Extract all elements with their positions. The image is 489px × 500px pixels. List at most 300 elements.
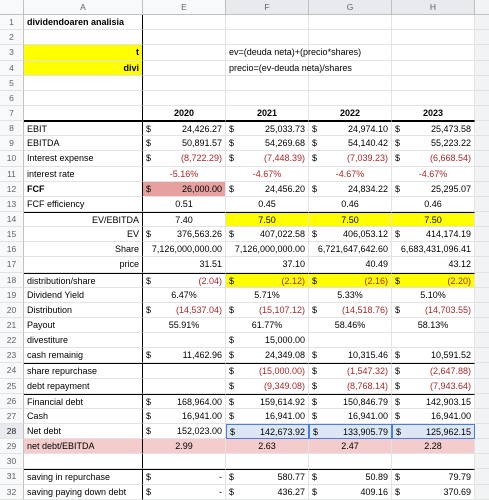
- dist-share-2023[interactable]: [392, 273, 475, 288]
- scrollbar-track[interactable]: [475, 288, 489, 303]
- scrollbar-track[interactable]: [475, 333, 489, 348]
- div-yield-2023[interactable]: [392, 288, 475, 303]
- divestiture-2021[interactable]: [226, 333, 309, 348]
- cell-value: -4.67%: [418, 168, 448, 179]
- row-header-22[interactable]: 22: [0, 333, 24, 348]
- label-cash[interactable]: Cash: [24, 409, 143, 424]
- row-header-7[interactable]: 7: [0, 106, 24, 121]
- interest-expense-2022[interactable]: [309, 151, 392, 166]
- cell-value: (14,537.04): [175, 304, 222, 315]
- share-2021[interactable]: [226, 242, 309, 257]
- currency-symbol: $: [146, 138, 152, 149]
- row-header-8[interactable]: 8: [0, 121, 24, 136]
- formula-note-r3[interactable]: ev=(deuda neta)+(precio*shares): [226, 45, 309, 60]
- distribution-2021[interactable]: [226, 303, 309, 318]
- scrollbar-track[interactable]: [475, 167, 489, 182]
- cell-value: 16,941.00: [347, 410, 388, 421]
- debt-rep-2021[interactable]: [226, 379, 309, 394]
- share-rep-2023[interactable]: [392, 363, 475, 378]
- cell-value: 0.45: [258, 198, 276, 209]
- scrollbar-track[interactable]: [475, 424, 489, 439]
- interest-expense-2021[interactable]: [226, 151, 309, 166]
- currency-symbol: $: [146, 396, 152, 407]
- cash-2022[interactable]: [309, 409, 392, 424]
- label-dist-share[interactable]: distribution/share: [24, 273, 143, 288]
- share-rep-2021[interactable]: [226, 363, 309, 378]
- row-5-cell[interactable]: [309, 76, 392, 91]
- row-2-cell[interactable]: [309, 30, 392, 45]
- row-30-cell[interactable]: [309, 454, 392, 469]
- cash-remain-2023[interactable]: [392, 348, 475, 363]
- currency-symbol: $: [312, 229, 318, 240]
- row-header-30[interactable]: 30: [0, 454, 24, 469]
- net-debt-2023[interactable]: [392, 424, 475, 439]
- row-2-cell[interactable]: [143, 30, 226, 45]
- fcf-eff-2022[interactable]: [309, 197, 392, 212]
- scrollbar-track[interactable]: [475, 394, 489, 409]
- row-header-17[interactable]: 17: [0, 257, 24, 272]
- fcf-eff-2023[interactable]: [392, 197, 475, 212]
- cell-value: -5.16%: [169, 168, 199, 179]
- payout-2020[interactable]: [143, 318, 226, 333]
- label-cash-remain[interactable]: cash remainig: [24, 348, 143, 363]
- divestiture-2020[interactable]: [143, 333, 226, 348]
- cell-value: 125,962.15: [425, 426, 471, 437]
- ev-ebitda-2022[interactable]: [309, 212, 392, 227]
- row-5-label[interactable]: [24, 76, 143, 91]
- fin-debt-2021[interactable]: [226, 394, 309, 409]
- interest-expense-2020[interactable]: [143, 151, 226, 166]
- save-rep-2020[interactable]: [143, 469, 226, 484]
- column-header-a[interactable]: A: [24, 0, 143, 15]
- cell-value: -4.67%: [252, 168, 282, 179]
- label-ev-ebitda[interactable]: EV/EBITDA: [24, 212, 143, 227]
- fcf-2023[interactable]: [392, 182, 475, 197]
- cell-value: 24,426.27: [181, 124, 222, 135]
- row-6-cell[interactable]: [309, 91, 392, 106]
- nd-ebitda-2021[interactable]: [226, 439, 309, 454]
- row-4-h[interactable]: [392, 61, 475, 76]
- scrollbar-track[interactable]: [475, 348, 489, 363]
- row-6-label[interactable]: [24, 91, 143, 106]
- dist-share-2020[interactable]: [143, 273, 226, 288]
- currency-symbol: $: [395, 138, 401, 149]
- row-2-cell[interactable]: [392, 30, 475, 45]
- fcf-eff-2020[interactable]: [143, 197, 226, 212]
- cell-value: 436.27: [277, 486, 305, 497]
- divestiture-2022[interactable]: [309, 333, 392, 348]
- label-divestiture[interactable]: divestiture: [24, 333, 143, 348]
- dist-share-2022[interactable]: [309, 273, 392, 288]
- row-header-14[interactable]: 14: [0, 212, 24, 227]
- row-header-2[interactable]: 2: [0, 30, 24, 45]
- column-header-h[interactable]: H: [392, 0, 475, 15]
- row-2-label[interactable]: [24, 30, 143, 45]
- formula-note-r4[interactable]: precio=(ev-deuda neta)/shares: [226, 61, 309, 76]
- label-interest-rate[interactable]: interest rate: [24, 167, 143, 182]
- ev-2023[interactable]: [392, 227, 475, 242]
- fin-debt-2022[interactable]: [309, 394, 392, 409]
- label-nd-ebitda[interactable]: net debt/EBITDA: [24, 439, 143, 454]
- cell-value: 43.12: [448, 259, 471, 270]
- interest-rate-2021[interactable]: [226, 167, 309, 182]
- save-debt-2022[interactable]: [309, 485, 392, 500]
- cash-2023[interactable]: [392, 409, 475, 424]
- nd-ebitda-2020[interactable]: [143, 439, 226, 454]
- currency-symbol: $: [395, 229, 401, 240]
- price-2023[interactable]: [392, 257, 475, 272]
- label-ebitda[interactable]: EBITDA: [24, 136, 143, 151]
- cell-value: 159,614.92: [259, 396, 305, 407]
- cell-value: 26,000.00: [181, 183, 222, 194]
- column-header-f[interactable]: F: [226, 0, 309, 15]
- div-yield-2020[interactable]: [143, 288, 226, 303]
- cell-value: 7,126,000,000.00: [234, 244, 305, 255]
- label-debt-rep[interactable]: debt repayment: [24, 379, 143, 394]
- price-2021[interactable]: [226, 257, 309, 272]
- cell-value: 7.50: [258, 214, 276, 225]
- row-1-cell[interactable]: [392, 15, 475, 30]
- distribution-2022[interactable]: [309, 303, 392, 318]
- fcf-2021[interactable]: [226, 182, 309, 197]
- row-header-26[interactable]: 26: [0, 394, 24, 409]
- label-ev[interactable]: EV: [24, 227, 143, 242]
- cell-value: (6,668.54): [429, 153, 471, 164]
- currency-symbol: $: [229, 153, 235, 164]
- scrollbar-track[interactable]: [475, 454, 489, 469]
- interest-rate-2023[interactable]: [392, 167, 475, 182]
- share-2020[interactable]: [143, 242, 226, 257]
- price-2020[interactable]: [143, 257, 226, 272]
- price-2022[interactable]: [309, 257, 392, 272]
- row-header-3[interactable]: 3: [0, 45, 24, 60]
- row-1-cell[interactable]: [226, 15, 309, 30]
- label-distribution[interactable]: Distribution: [24, 303, 143, 318]
- currency-symbol: $: [229, 275, 235, 286]
- row-30-cell[interactable]: [226, 454, 309, 469]
- currency-symbol: $: [312, 153, 318, 164]
- cell-value: (2.20): [447, 275, 471, 286]
- currency-symbol: $: [395, 486, 401, 497]
- row-header-11[interactable]: 11: [0, 167, 24, 182]
- save-rep-2023[interactable]: [392, 469, 475, 484]
- cell-value: 142,903.15: [425, 396, 471, 407]
- label-share-rep[interactable]: share repurchase: [24, 363, 143, 378]
- row-header-25[interactable]: 25: [0, 379, 24, 394]
- fin-debt-2020[interactable]: [143, 394, 226, 409]
- scrollbar-track[interactable]: [475, 15, 489, 30]
- nd-ebitda-2023[interactable]: [392, 439, 475, 454]
- cell-value: 24,456.20: [264, 183, 305, 194]
- label-fin-debt[interactable]: Financial debt: [24, 394, 143, 409]
- share-rep-2022[interactable]: [309, 363, 392, 378]
- save-debt-2020[interactable]: [143, 485, 226, 500]
- row-header-18[interactable]: 18: [0, 273, 24, 288]
- label-save-rep[interactable]: saving in repurchase: [24, 469, 143, 484]
- net-debt-2022[interactable]: [309, 424, 392, 439]
- row-header-16[interactable]: 16: [0, 242, 24, 257]
- currency-symbol: $: [395, 366, 401, 377]
- label-fcf[interactable]: FCF: [24, 182, 143, 197]
- cash-2021[interactable]: [226, 409, 309, 424]
- ebit-2020[interactable]: [143, 121, 226, 136]
- column-header-e[interactable]: E: [143, 0, 226, 15]
- interest-rate-2022[interactable]: [309, 167, 392, 182]
- row-header-13[interactable]: 13: [0, 197, 24, 212]
- row-3-h[interactable]: [392, 45, 475, 60]
- cell-value: 5.71%: [254, 289, 280, 300]
- nd-ebitda-2022[interactable]: [309, 439, 392, 454]
- scrollbar-track[interactable]: [475, 61, 489, 76]
- currency-symbol: $: [313, 426, 319, 437]
- ebitda-2020[interactable]: [143, 136, 226, 151]
- scrollbar-track[interactable]: [475, 485, 489, 500]
- row-3-g[interactable]: [309, 45, 392, 60]
- cell-value: (7,448.39): [263, 153, 305, 164]
- currency-symbol: $: [229, 335, 235, 346]
- scrollbar-track[interactable]: [475, 91, 489, 106]
- share-2023[interactable]: [392, 242, 475, 257]
- row-5-cell[interactable]: [392, 76, 475, 91]
- cell-value: 16,941.00: [430, 410, 471, 421]
- cell-value: 25,473.58: [430, 124, 471, 135]
- label-net-debt[interactable]: Net debt: [24, 424, 143, 439]
- currency-symbol: $: [312, 410, 318, 421]
- scrollbar-track[interactable]: [475, 30, 489, 45]
- row-header-4[interactable]: 4: [0, 61, 24, 76]
- share-rep-2020[interactable]: [143, 363, 226, 378]
- column-header-g[interactable]: G: [309, 0, 392, 15]
- row-header-6[interactable]: 6: [0, 91, 24, 106]
- ev-ebitda-2020[interactable]: [143, 212, 226, 227]
- dist-share-2021[interactable]: [226, 273, 309, 288]
- label-r3[interactable]: t: [24, 45, 143, 60]
- cell-value: 16,941.00: [181, 410, 222, 421]
- ev-ebitda-2021[interactable]: [226, 212, 309, 227]
- fcf-2022[interactable]: [309, 182, 392, 197]
- ebit-2023[interactable]: [392, 121, 475, 136]
- scrollbar[interactable]: [475, 0, 489, 15]
- scrollbar-track[interactable]: [475, 212, 489, 227]
- ev-2020[interactable]: [143, 227, 226, 242]
- row-header-5[interactable]: 5: [0, 76, 24, 91]
- row-header-9[interactable]: 9: [0, 136, 24, 151]
- cell-value: (8,768.14): [346, 380, 388, 391]
- ev-2022[interactable]: [309, 227, 392, 242]
- row-header-21[interactable]: 21: [0, 318, 24, 333]
- cell-value: (9,349.08): [263, 380, 305, 391]
- currency-symbol: $: [229, 124, 235, 135]
- row-header-15[interactable]: 15: [0, 227, 24, 242]
- row-4-e[interactable]: [143, 61, 226, 76]
- currency-symbol: $: [229, 138, 235, 149]
- row-7-label[interactable]: [24, 106, 143, 121]
- scrollbar-track[interactable]: [475, 379, 489, 394]
- currency-symbol: $: [229, 472, 235, 483]
- cell-value: 11,462.96: [182, 350, 222, 361]
- row-header-12[interactable]: 12: [0, 182, 24, 197]
- net-debt-2020[interactable]: [143, 424, 226, 439]
- scrollbar-track[interactable]: [475, 151, 489, 166]
- currency-symbol: $: [312, 396, 318, 407]
- scrollbar-track[interactable]: [475, 197, 489, 212]
- scrollbar-track[interactable]: [475, 242, 489, 257]
- row-header-32[interactable]: 32: [0, 485, 24, 500]
- scrollbar-track[interactable]: [475, 318, 489, 333]
- ebit-2021[interactable]: [226, 121, 309, 136]
- distribution-2023[interactable]: [392, 303, 475, 318]
- distribution-2020[interactable]: [143, 303, 226, 318]
- div-yield-2022[interactable]: [309, 288, 392, 303]
- cell-value: 25,033.73: [264, 124, 305, 135]
- row-30-cell[interactable]: [392, 454, 475, 469]
- debt-rep-2022[interactable]: [309, 379, 392, 394]
- label-payout[interactable]: Payout: [24, 318, 143, 333]
- cell-value: 580.77: [277, 472, 305, 483]
- save-debt-2021[interactable]: [226, 485, 309, 500]
- interest-expense-2023[interactable]: [392, 151, 475, 166]
- currency-symbol: $: [395, 410, 401, 421]
- scrollbar-track[interactable]: [475, 136, 489, 151]
- save-rep-2021[interactable]: [226, 469, 309, 484]
- label-interest-expense[interactable]: Interest expense: [24, 151, 143, 166]
- row-header-23[interactable]: 23: [0, 348, 24, 363]
- year-header-2021[interactable]: 2021: [226, 106, 309, 121]
- cell-value: 55.91%: [168, 319, 200, 330]
- cash-remain-2020[interactable]: [143, 348, 226, 363]
- cash-2020[interactable]: [143, 409, 226, 424]
- fcf-eff-2021[interactable]: [226, 197, 309, 212]
- label-share[interactable]: Share: [24, 242, 143, 257]
- row-6-cell[interactable]: [226, 91, 309, 106]
- save-debt-2023[interactable]: [392, 485, 475, 500]
- fin-debt-2023[interactable]: [392, 394, 475, 409]
- row-2-cell[interactable]: [226, 30, 309, 45]
- cash-remain-2021[interactable]: [226, 348, 309, 363]
- cell-value: 15,000.00: [264, 335, 305, 346]
- select-all-corner[interactable]: [0, 0, 24, 15]
- row-1-cell[interactable]: [143, 15, 226, 30]
- label-r4[interactable]: divi: [24, 61, 143, 76]
- scrollbar-track[interactable]: [475, 106, 489, 121]
- payout-2021[interactable]: [226, 318, 309, 333]
- cell-value: 6.47%: [171, 289, 197, 300]
- row-header-31[interactable]: 31: [0, 469, 24, 484]
- interest-rate-2020[interactable]: [143, 167, 226, 182]
- row-1-cell[interactable]: [309, 15, 392, 30]
- currency-symbol: $: [312, 350, 318, 361]
- currency-symbol: $: [146, 425, 152, 436]
- cell-value: 7.40: [175, 214, 193, 225]
- debt-rep-2023[interactable]: [392, 379, 475, 394]
- cell-value: 6,683,431,096.41: [400, 244, 471, 255]
- cell-value: (7,943.64): [429, 380, 471, 391]
- save-rep-2022[interactable]: [309, 469, 392, 484]
- currency-symbol: $: [312, 366, 318, 377]
- payout-2023[interactable]: [392, 318, 475, 333]
- cell-value: 10,315.46: [347, 350, 388, 361]
- share-2022[interactable]: [309, 242, 392, 257]
- title-cell[interactable]: dividendoaren analisia: [24, 15, 143, 30]
- row-6-cell[interactable]: [143, 91, 226, 106]
- row-5-cell[interactable]: [226, 76, 309, 91]
- scrollbar-track[interactable]: [475, 273, 489, 288]
- label-price[interactable]: price: [24, 257, 143, 272]
- net-debt-2021[interactable]: [226, 424, 309, 439]
- cell-value: (14,703.55): [424, 304, 471, 315]
- row-header-28[interactable]: 28: [0, 424, 24, 439]
- label-save-debt[interactable]: saving paying down debt: [24, 485, 143, 500]
- year-header-2022[interactable]: 2022: [309, 106, 392, 121]
- scrollbar-track[interactable]: [475, 303, 489, 318]
- scrollbar-track[interactable]: [475, 257, 489, 272]
- row-header-10[interactable]: 10: [0, 151, 24, 166]
- scrollbar-track[interactable]: [475, 76, 489, 91]
- cell-value: 16,941.00: [264, 410, 305, 421]
- ebitda-2022[interactable]: [309, 136, 392, 151]
- currency-symbol: $: [229, 396, 235, 407]
- row-header-27[interactable]: 27: [0, 409, 24, 424]
- row-header-24[interactable]: 24: [0, 363, 24, 378]
- ebitda-2021[interactable]: [226, 136, 309, 151]
- divestiture-2023[interactable]: [392, 333, 475, 348]
- year-header-2023[interactable]: 2023: [392, 106, 475, 121]
- scrollbar-track[interactable]: [475, 121, 489, 136]
- currency-symbol: $: [146, 183, 152, 194]
- row-header-29[interactable]: 29: [0, 439, 24, 454]
- label-ebit[interactable]: EBIT: [24, 121, 143, 136]
- year-header-2020[interactable]: 2020: [143, 106, 226, 121]
- scrollbar-track[interactable]: [475, 363, 489, 378]
- cell-value: 152,023.00: [176, 425, 222, 436]
- row-6-cell[interactable]: [392, 91, 475, 106]
- ev-2021[interactable]: [226, 227, 309, 242]
- currency-symbol: $: [395, 124, 401, 135]
- row-header-1[interactable]: 1: [0, 15, 24, 30]
- div-yield-2021[interactable]: [226, 288, 309, 303]
- cell-value: 7.50: [424, 214, 442, 225]
- cell-value: 0.46: [424, 198, 442, 209]
- payout-2022[interactable]: [309, 318, 392, 333]
- row-30-cell[interactable]: [143, 454, 226, 469]
- currency-symbol: $: [229, 486, 235, 497]
- currency-symbol: $: [230, 426, 236, 437]
- ev-ebitda-2023[interactable]: [392, 212, 475, 227]
- cash-remain-2022[interactable]: [309, 348, 392, 363]
- scrollbar-track[interactable]: [475, 182, 489, 197]
- row-header-20[interactable]: 20: [0, 303, 24, 318]
- scrollbar-track[interactable]: [475, 45, 489, 60]
- cell-value: (2.12): [281, 275, 305, 286]
- label-div-yield[interactable]: Dividend Yield: [24, 288, 143, 303]
- row-30-label[interactable]: [24, 454, 143, 469]
- row-3-e[interactable]: [143, 45, 226, 60]
- row-4-g[interactable]: [309, 61, 392, 76]
- row-header-19[interactable]: 19: [0, 288, 24, 303]
- debt-rep-2020[interactable]: [143, 379, 226, 394]
- scrollbar-track[interactable]: [475, 409, 489, 424]
- scrollbar-track[interactable]: [475, 469, 489, 484]
- cell-value: (15,107.12): [258, 304, 305, 315]
- row-5-cell[interactable]: [143, 76, 226, 91]
- label-fcf-eff[interactable]: FCF efficiency: [24, 197, 143, 212]
- ebit-2022[interactable]: [309, 121, 392, 136]
- scrollbar-track[interactable]: [475, 439, 489, 454]
- ebitda-2023[interactable]: [392, 136, 475, 151]
- scrollbar-track[interactable]: [475, 227, 489, 242]
- fcf-2020[interactable]: [143, 182, 226, 197]
- currency-symbol: $: [312, 183, 318, 194]
